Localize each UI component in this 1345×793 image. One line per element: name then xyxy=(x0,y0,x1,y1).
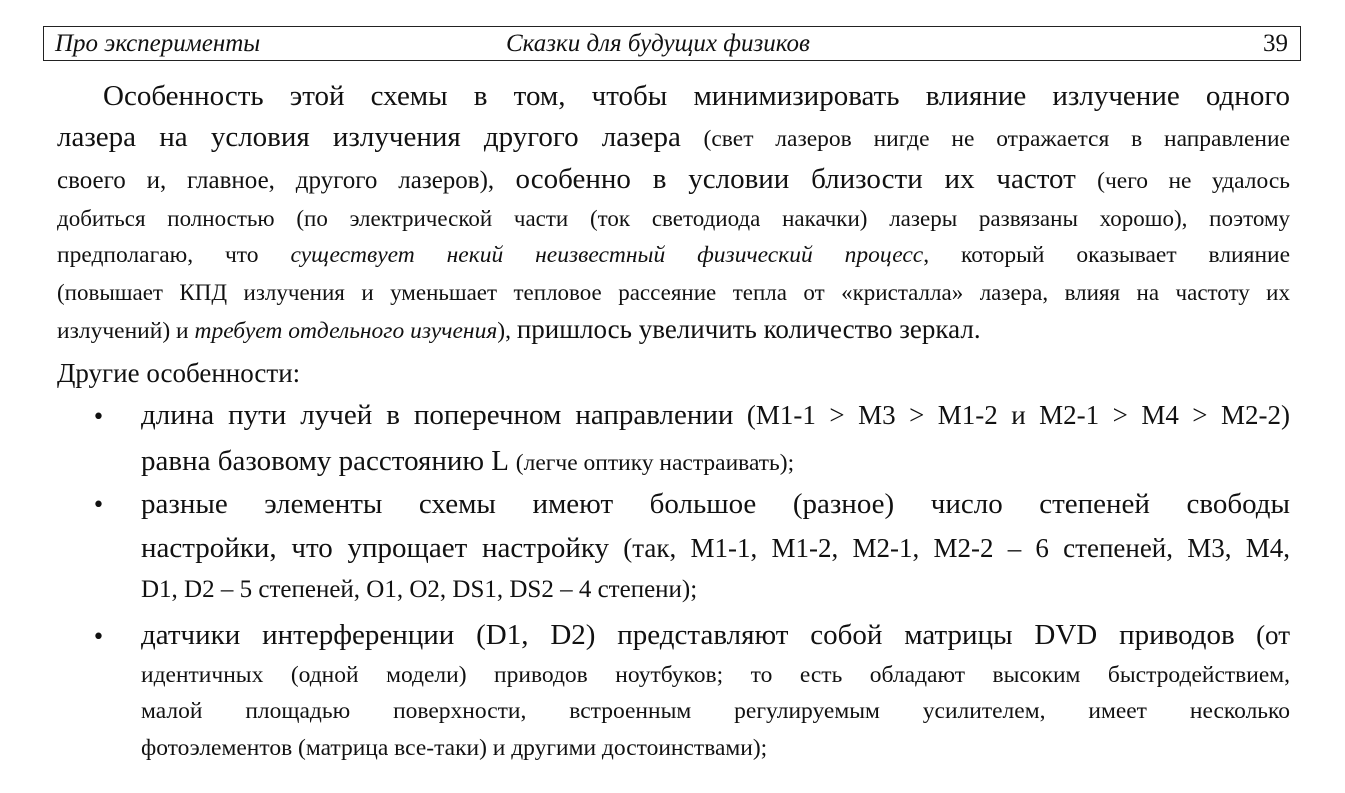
header-book-title: Сказки для будущих физиков xyxy=(506,30,810,57)
bullet-1-line-1: длина пути лучей в поперечном направлении (M1-1 > M3 > M1-2 и M2-1 > M4 > M2-2) xyxy=(141,399,1290,431)
bullet-3-line-1: датчики интерференции (D1, D2) представляют собой матрицы DVD приводов (от xyxy=(141,619,1290,651)
bullet-marker: • xyxy=(92,405,105,430)
bullet-3-line-4: фотоэлементов (матрица все-таки) и другими достоинствами); xyxy=(141,735,768,761)
paragraph-line-4: добиться полностью (по электрической части (ток светодиода накачки) лазеры развязаны хорошо), поэтому xyxy=(57,206,1290,231)
bullet-3-line-3: малой площадью поверхности, встроенным регулируемым усилителем, имеет несколько xyxy=(141,698,1290,724)
paragraph-line-1: Особенность этой схемы в том, чтобы минимизировать влияние излучение одного xyxy=(103,80,1290,112)
bullet-1-line-2: равна базовому расстоянию L (легче оптику настраивать); xyxy=(141,445,795,477)
bullet-marker: • xyxy=(92,625,105,650)
bullet-2-line-3: D1, D2 – 5 степеней, O1, O2, DS1, DS2 – 4 степени); xyxy=(141,576,698,603)
paragraph-line-2: лазера на условия излучения другого лазера (свет лазеров нигде не отражается в направление xyxy=(57,121,1290,153)
page-number: 39 xyxy=(1263,30,1288,57)
bullet-2-line-2: настройки, что упрощает настройку (так, M1-1, M1-2, M2-1, M2-2 – 6 степеней, M3, M4, xyxy=(141,532,1290,564)
paragraph-line-6: (повышает КПД излучения и уменьшает тепловое рассеяние тепла от «кристалла» лазера, влияя на частоту их xyxy=(57,280,1290,305)
bullet-2-line-1: разные элементы схемы имеют большое (разное) число степеней свободы xyxy=(141,488,1290,520)
paragraph-line-7: излучений) и требует отдельного изучения), пришлось увеличить количество зеркал. xyxy=(57,314,981,344)
paragraph-line-5: предполагаю, что существует некий неизвестный физический процесс, который оказывает влияние xyxy=(57,242,1290,268)
emphasis-requires-study: требует отдельного изучения xyxy=(194,318,498,344)
paragraph-line-3: своего и, главное, другого лазеров), особенно в условии близости их частот (чего не удалось xyxy=(57,163,1290,195)
page-header xyxy=(43,26,1301,61)
subheading: Другие особенности: xyxy=(57,358,301,388)
header-section-title: Про эксперименты xyxy=(55,30,261,57)
bullet-marker: • xyxy=(92,493,105,518)
bullet-3-line-2: идентичных (одной модели) приводов ноутбуков; то есть обладают высоким быстродействием, xyxy=(141,662,1290,688)
emphasis-unknown-process: существует некий неизвестный физический процесс xyxy=(290,242,924,268)
